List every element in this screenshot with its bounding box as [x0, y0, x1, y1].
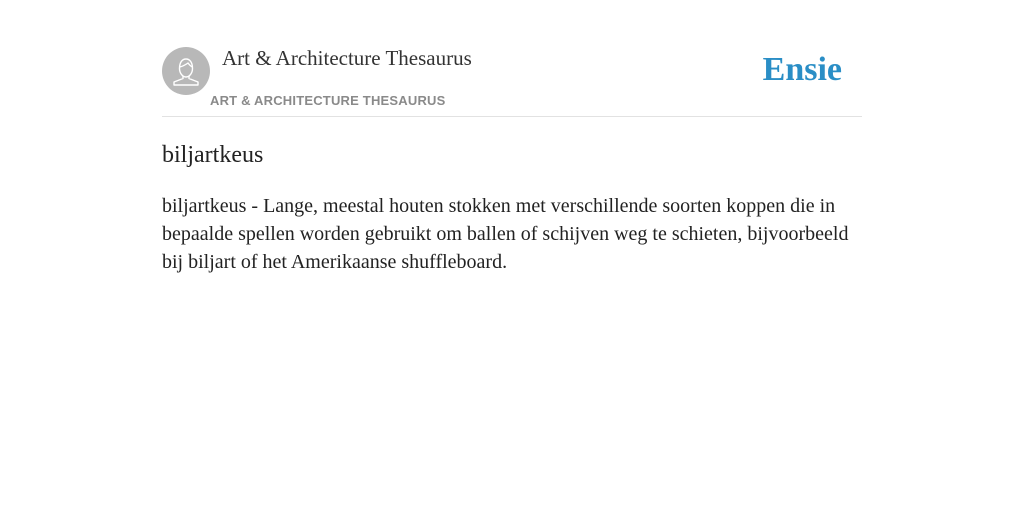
brand-logo-link[interactable]: Ensie	[762, 51, 842, 88]
source-caption[interactable]: ART & ARCHITECTURE THESAURUS	[210, 93, 446, 108]
source-title[interactable]: Art & Architecture Thesaurus	[222, 46, 472, 70]
term-title: biljartkeus	[162, 142, 264, 168]
definition-text: biljartkeus - Lange, meestal houten stokken met verschillende soorten koppen die in bepaalde spellen worden gebruikt om ballen of schijven weg te schieten, bijvoorbeeld bij biljart of het Amerikaanse shuffleboard.	[162, 195, 849, 273]
user-silhouette-icon	[162, 47, 210, 95]
header	[162, 0, 862, 117]
avatar[interactable]	[162, 47, 210, 95]
